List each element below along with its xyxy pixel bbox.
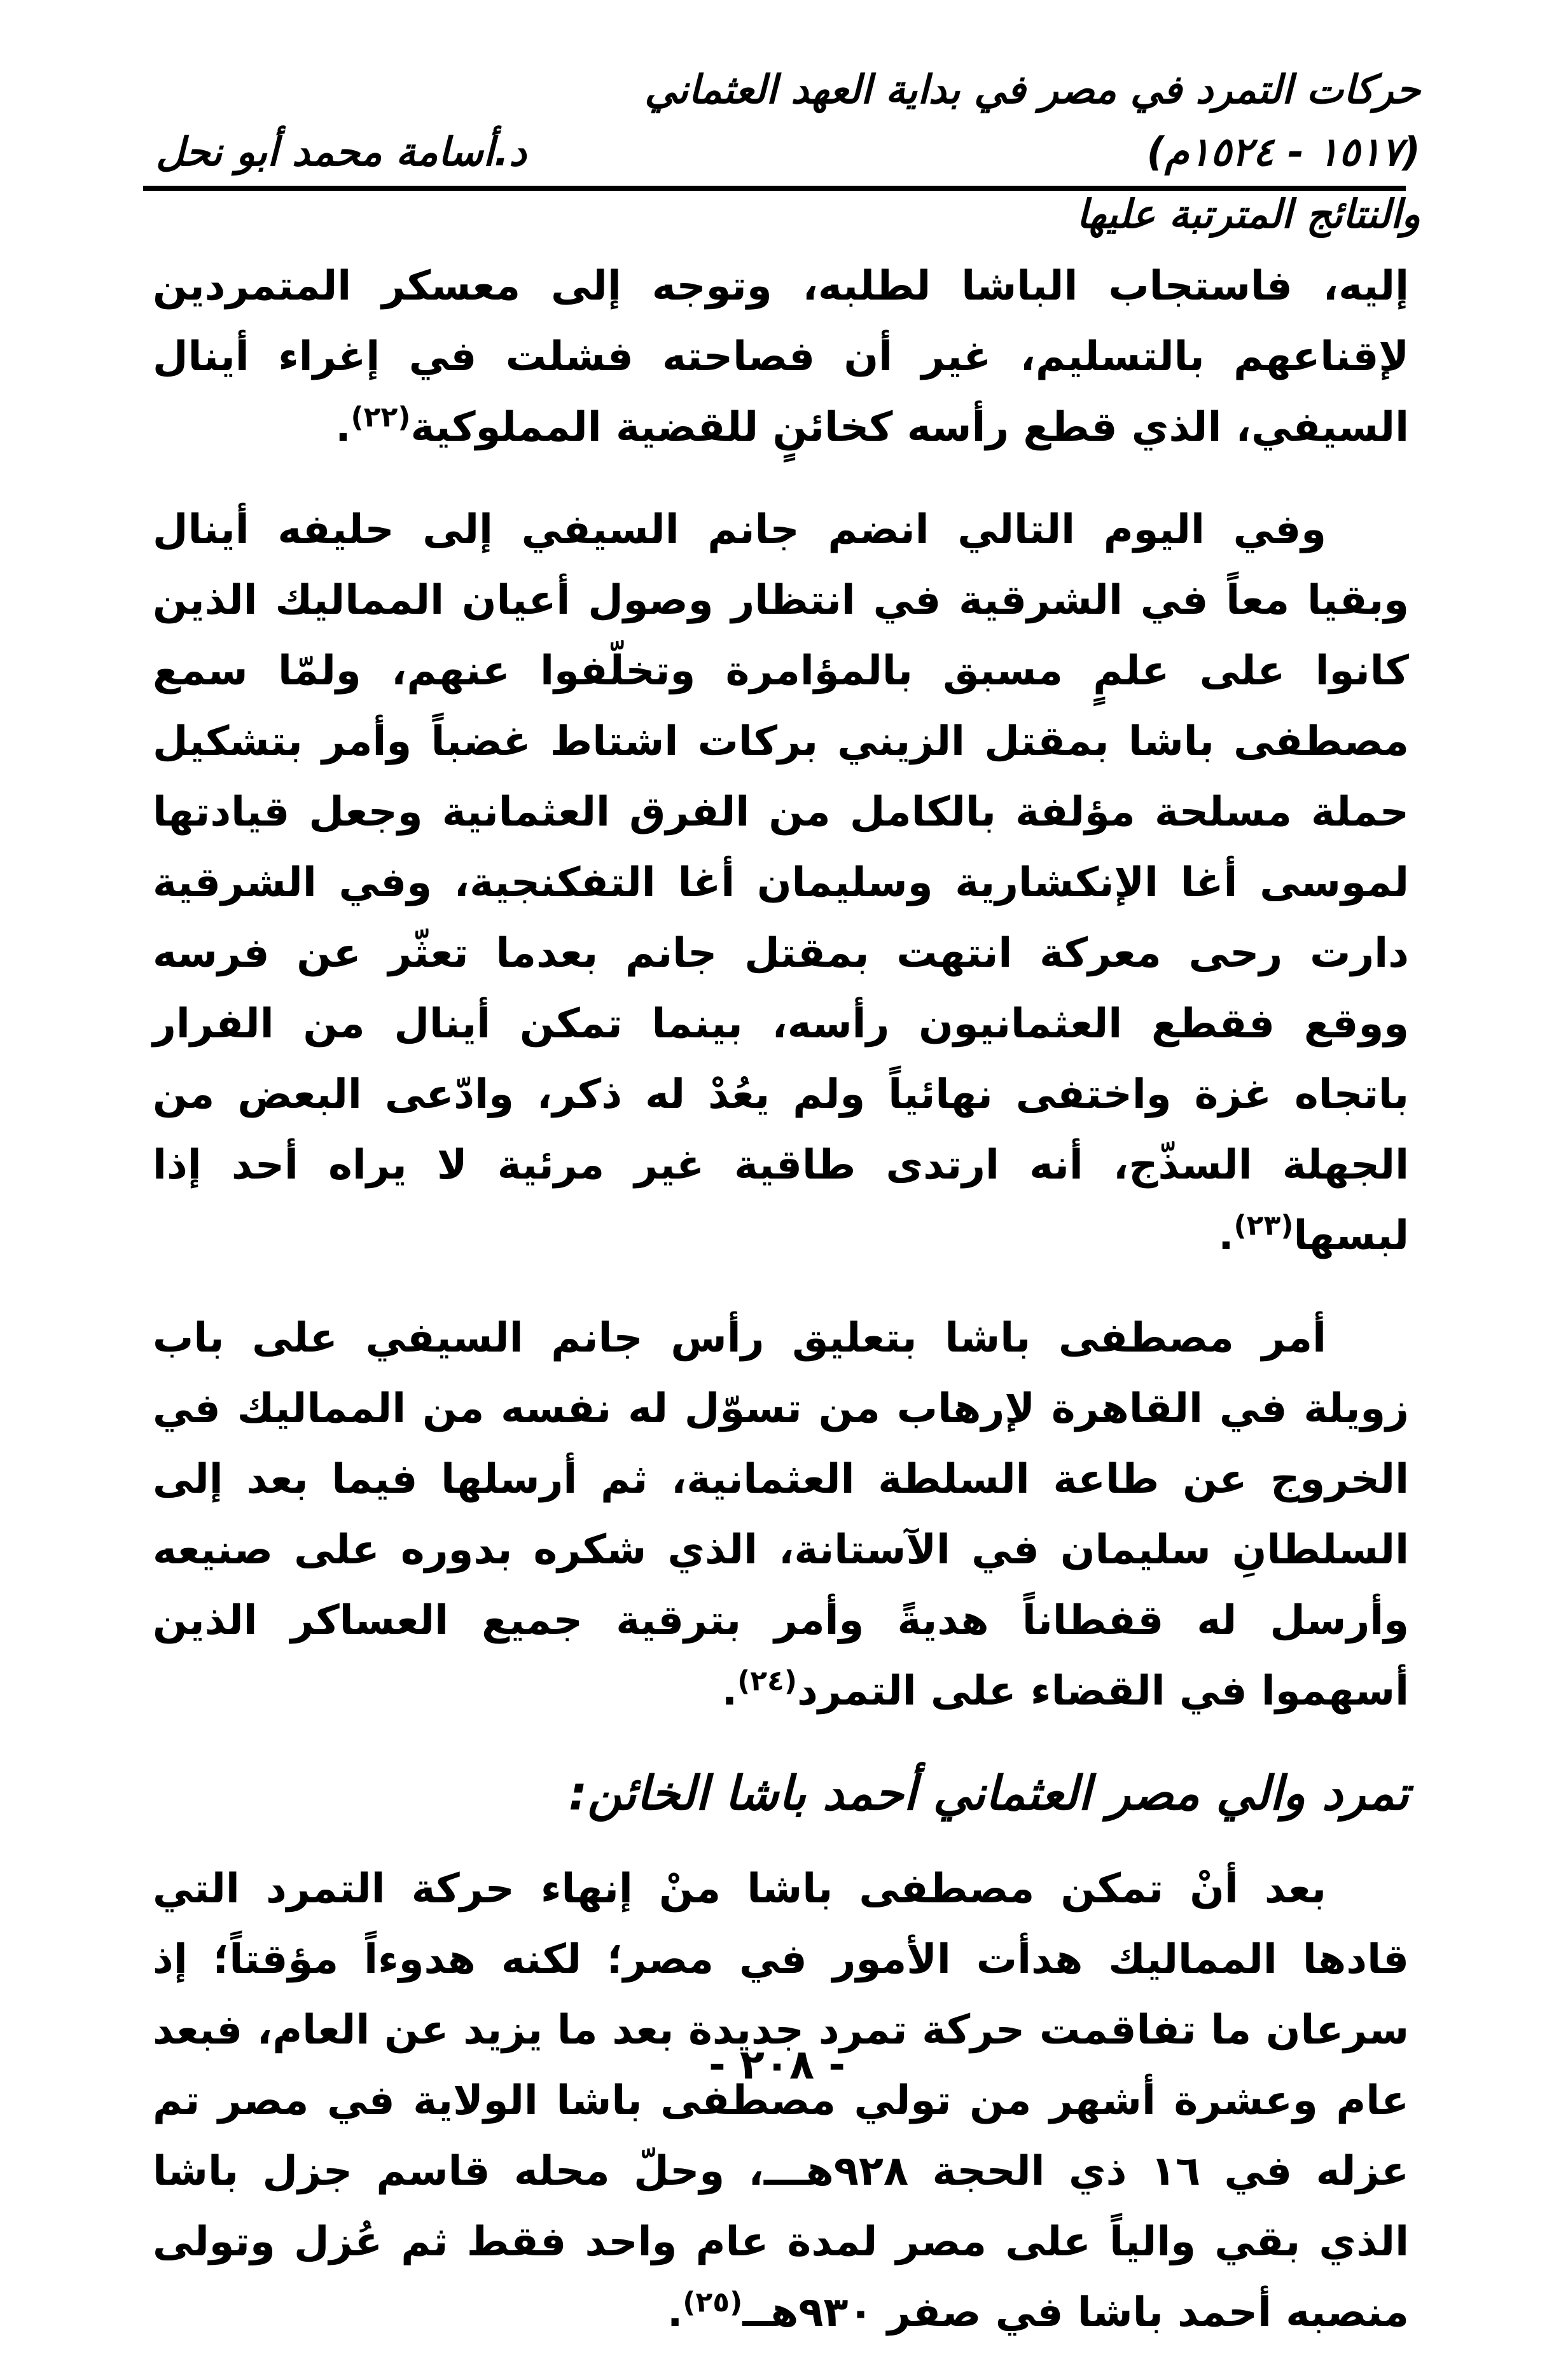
header-title-line2: والنتائج المترتبة عليها <box>1076 191 1420 237</box>
running-header-title <box>530 59 1420 246</box>
paragraph-tail: . <box>1218 1212 1234 1259</box>
paragraph-text: إليه، فاستجاب الباشا لطلبه، وتوجه إلى معسكر المتمردين لإقناعهم بالتسليم، غير أن فصاحته فشلت في إغراء أينال السيفي، الذي قطع رأسه كخائنٍ للقضية المملوكية <box>153 263 1409 451</box>
footnote-ref: (٢٤) <box>737 1664 798 1698</box>
header-divider <box>143 186 1406 191</box>
page-number: - ٢٠٨ - <box>709 2042 845 2089</box>
paragraph-tail: . <box>721 1668 738 1715</box>
footnote-ref: (٢٣) <box>1233 1209 1294 1242</box>
footnote-ref: (٢٥) <box>683 2286 743 2319</box>
header-title-line1: حركات التمرد في مصر في بداية العهد العثماني (١٥١٧ - ١٥٢٤م) <box>644 66 1420 175</box>
paragraph <box>153 251 1409 463</box>
paragraph-tail: . <box>335 404 351 451</box>
paragraph-tail: . <box>667 2289 683 2336</box>
paragraph <box>153 1854 1409 2348</box>
section-heading: تمرد والي مصر العثماني أحمد باشا الخائن: <box>568 1766 1409 1821</box>
paragraph-text: بعد أنْ تمكن مصطفى باشا منْ إنهاء حركة التمرد التي قادها المماليك هدأت الأمور في مصر؛ لكنه هدوءاً مؤقتاً؛ إذ سرعان ما تفاقمت حركة تمرد جديدة بعد ما يزيد عن العام، فبعد عام وعشرة أشهر من تولي مصطفى باشا الولاية في مصر تم عزله في ١٦ ذي الحجة ٩٢٨هـــ، وحلّ محله قاسم جزل باشا الذي بقي والياً على مصر لمدة عام واحد فقط ثم عُزل وتولى منصبه أحمد باشا في صفر ٩٣٠هــ <box>153 1865 1409 2336</box>
paragraph-text: وفي اليوم التالي انضم جانم السيفي إلى حليفه أينال وبقيا معاً في الشرقية في انتظار وصول أعيان المماليك الذين كانوا على علمٍ مسبق بالمؤامرة وتخلّفوا عنهم، ولمّا سمع مصطفى باشا بمقتل الزيني بركات اشتاط غضباً وأمر بتشكيل حملة مسلحة مؤلفة بالكامل من الفرق العثمانية وجعل قيادتها لموسى أغا الإنكشارية وسليمان أغا التفكنجية، وفي الشرقية دارت رحى معركة انتهت بمقتل جانم بعدما تعثّر عن فرسه ووقع فقطع العثمانيون رأسه، بينما تمكن أينال من الفرار باتجاه غزة واختفى نهائياً ولم يعُدْ له ذكر، وادّعى البعض من الجهلة السذّج، أنه ارتدى طاقية غير مرئية لا يراه أحد إذا لبسها <box>153 506 1409 1259</box>
paragraph <box>153 1303 1409 1727</box>
paragraph-text: أمر مصطفى باشا بتعليق رأس جانم السيفي على باب زويلة في القاهرة لإرهاب من تسوّل له نفسه من المماليك في الخروج عن طاعة السلطة العثمانية، ثم أرسلها فيما بعد إلى السلطانِ سليمان في الآستانة، الذي شكره بدوره على صنيعه وأرسل له قفطاناً هديةً وأمر بترقية جميع العساكر الذين أسهموا في القضاء على التمرد <box>153 1315 1409 1715</box>
running-header-author: د.أسامة محمد أبو نحل <box>156 128 527 175</box>
paragraph <box>153 495 1409 1271</box>
footnote-ref: (٢٢) <box>350 401 411 434</box>
